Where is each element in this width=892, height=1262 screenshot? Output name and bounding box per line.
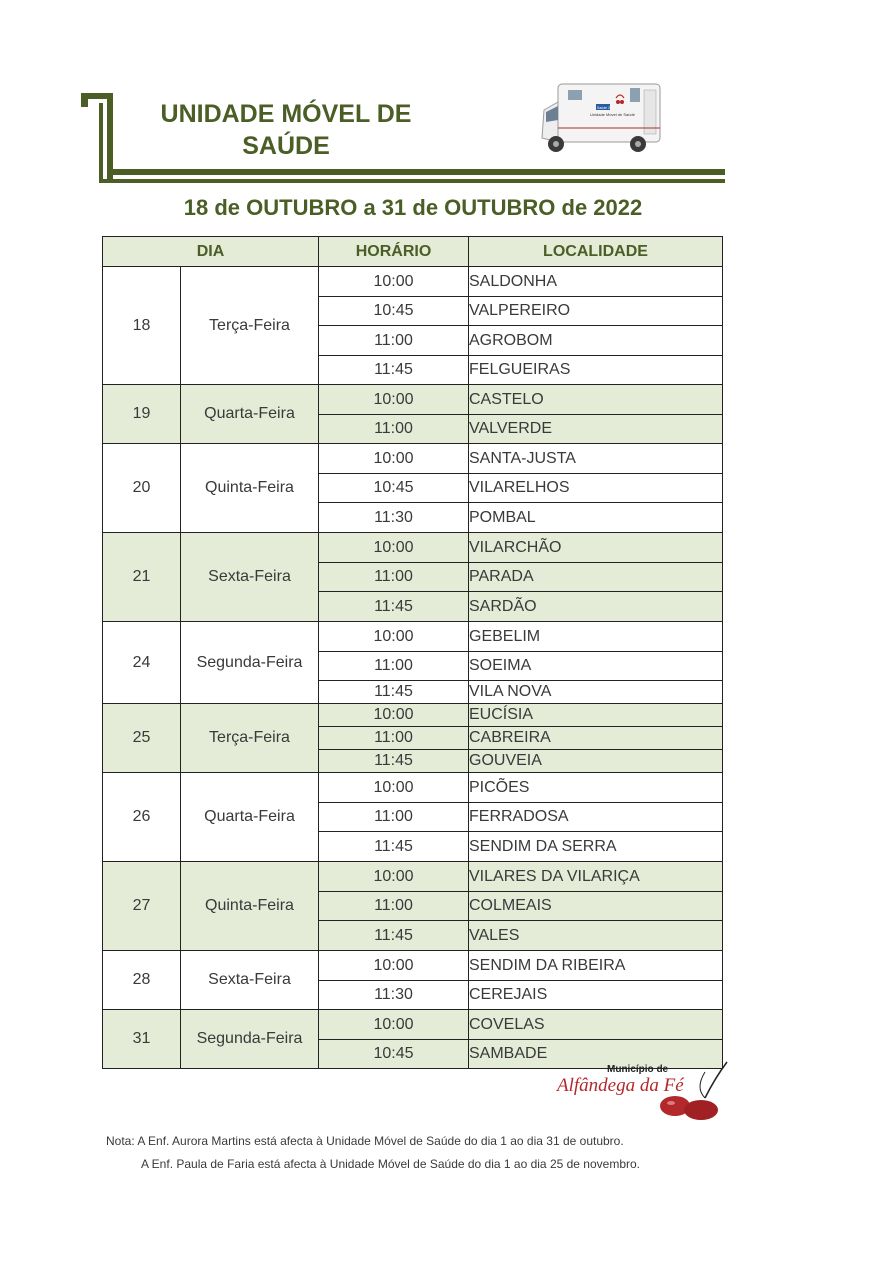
note-line-2: A Enf. Paula de Faria está afecta à Unidade Móvel de Saúde do dia 1 ao dia 25 de novembro. bbox=[141, 1157, 641, 1171]
day-number-cell: 25 bbox=[103, 704, 181, 773]
time-cell: 11:30 bbox=[319, 981, 469, 1010]
time-cell: 11:45 bbox=[319, 750, 469, 773]
location-cell: SENDIM DA SERRA bbox=[469, 832, 723, 862]
table-row bbox=[103, 704, 723, 727]
table-row bbox=[103, 862, 723, 892]
location-cell: SAMBADE bbox=[469, 1040, 723, 1069]
location-cell: VALPEREIRO bbox=[469, 297, 723, 326]
time-cell: 10:00 bbox=[319, 444, 469, 474]
day-number-cell: 31 bbox=[103, 1010, 181, 1069]
location-cell: GEBELIM bbox=[469, 622, 723, 652]
time-cell: 11:45 bbox=[319, 681, 469, 704]
day-number-cell: 20 bbox=[103, 444, 181, 533]
location-cell: COVELAS bbox=[469, 1010, 723, 1040]
table-row bbox=[103, 951, 723, 981]
weekday-cell: Sexta-Feira bbox=[181, 533, 319, 622]
time-cell: 11:00 bbox=[319, 727, 469, 750]
table-row bbox=[103, 773, 723, 803]
schedule-table bbox=[102, 236, 723, 1069]
van-side-text: Unidade Móvel de Saúde bbox=[590, 112, 635, 117]
logo-text-line2: Alfândega da Fé bbox=[557, 1075, 684, 1096]
time-cell: 11:30 bbox=[319, 503, 469, 533]
time-cell: 11:00 bbox=[319, 892, 469, 921]
weekday-cell: Quinta-Feira bbox=[181, 444, 319, 533]
time-cell: 11:00 bbox=[319, 415, 469, 444]
time-cell: 10:45 bbox=[319, 1040, 469, 1069]
location-cell: PARADA bbox=[469, 563, 723, 592]
day-number-cell: 21 bbox=[103, 533, 181, 622]
location-cell: EUCÍSIA bbox=[469, 704, 723, 727]
weekday-cell: Quarta-Feira bbox=[181, 385, 319, 444]
mobile-unit-van-image bbox=[538, 80, 664, 160]
location-cell: VILARCHÃO bbox=[469, 533, 723, 563]
location-cell: VILARELHOS bbox=[469, 474, 723, 503]
page-title-line1: UNIDADE MÓVEL DE bbox=[160, 100, 412, 128]
weekday-cell: Quinta-Feira bbox=[181, 862, 319, 951]
day-number-cell: 26 bbox=[103, 773, 181, 862]
time-cell: 10:00 bbox=[319, 385, 469, 415]
time-cell: 11:00 bbox=[319, 803, 469, 832]
location-cell: COLMEAIS bbox=[469, 892, 723, 921]
location-cell: FELGUEIRAS bbox=[469, 356, 723, 385]
location-cell: SALDONHA bbox=[469, 267, 723, 297]
weekday-cell: Segunda-Feira bbox=[181, 1010, 319, 1069]
time-cell: 11:00 bbox=[319, 326, 469, 356]
municipality-logo bbox=[555, 1058, 730, 1123]
location-cell: SANTA-JUSTA bbox=[469, 444, 723, 474]
location-cell: VALVERDE bbox=[469, 415, 723, 444]
table-row bbox=[103, 533, 723, 563]
location-cell: AGROBOM bbox=[469, 326, 723, 356]
location-cell: VALES bbox=[469, 921, 723, 951]
time-cell: 10:00 bbox=[319, 951, 469, 981]
time-cell: 10:00 bbox=[319, 862, 469, 892]
time-cell: 11:45 bbox=[319, 356, 469, 385]
location-cell: GOUVEIA bbox=[469, 750, 723, 773]
day-number-cell: 19 bbox=[103, 385, 181, 444]
weekday-cell: Terça-Feira bbox=[181, 704, 319, 773]
location-cell: PICÕES bbox=[469, 773, 723, 803]
van-badge: Saúde 24 bbox=[597, 106, 612, 110]
time-cell: 11:45 bbox=[319, 921, 469, 951]
time-cell: 10:00 bbox=[319, 622, 469, 652]
time-cell: 10:00 bbox=[319, 533, 469, 563]
weekday-cell: Quarta-Feira bbox=[181, 773, 319, 862]
location-cell: POMBAL bbox=[469, 503, 723, 533]
date-range-subtitle: 18 de OUTUBRO a 31 de OUTUBRO de 2022 bbox=[183, 195, 643, 220]
day-number-cell: 18 bbox=[103, 267, 181, 385]
table-header-row bbox=[103, 237, 723, 267]
weekday-cell: Sexta-Feira bbox=[181, 951, 319, 1010]
table-row bbox=[103, 267, 723, 297]
time-cell: 10:45 bbox=[319, 297, 469, 326]
location-cell: CEREJAIS bbox=[469, 981, 723, 1010]
day-number-cell: 24 bbox=[103, 622, 181, 704]
time-cell: 10:00 bbox=[319, 704, 469, 727]
day-number-cell: 28 bbox=[103, 951, 181, 1010]
day-number-cell: 27 bbox=[103, 862, 181, 951]
time-cell: 10:00 bbox=[319, 773, 469, 803]
logo-text-line1: Município de bbox=[607, 1064, 669, 1075]
location-cell: VILARES DA VILARIÇA bbox=[469, 862, 723, 892]
table-row bbox=[103, 1010, 723, 1040]
time-cell: 10:45 bbox=[319, 474, 469, 503]
time-cell: 10:00 bbox=[319, 267, 469, 297]
location-cell: VILA NOVA bbox=[469, 681, 723, 704]
location-cell: SENDIM DA RIBEIRA bbox=[469, 951, 723, 981]
time-cell: 10:00 bbox=[319, 1010, 469, 1040]
time-cell: 11:45 bbox=[319, 832, 469, 862]
weekday-cell: Terça-Feira bbox=[181, 267, 319, 385]
note-line-1: Nota: A Enf. Aurora Martins está afecta à Unidade Móvel de Saúde do dia 1 ao dia 31 de outubro. bbox=[106, 1134, 624, 1148]
page-title-line2: SAÚDE bbox=[242, 132, 330, 160]
time-cell: 11:45 bbox=[319, 592, 469, 622]
page-title bbox=[150, 98, 422, 162]
time-cell: 11:00 bbox=[319, 563, 469, 592]
location-cell: FERRADOSA bbox=[469, 803, 723, 832]
location-cell: SARDÃO bbox=[469, 592, 723, 622]
table-row bbox=[103, 622, 723, 652]
time-cell: 11:00 bbox=[319, 652, 469, 681]
column-header-horario: HORÁRIO bbox=[319, 237, 469, 267]
location-cell: CASTELO bbox=[469, 385, 723, 415]
location-cell: SOEIMA bbox=[469, 652, 723, 681]
location-cell: CABREIRA bbox=[469, 727, 723, 750]
column-header-dia: DIA bbox=[103, 237, 319, 267]
table-row bbox=[103, 385, 723, 415]
weekday-cell: Segunda-Feira bbox=[181, 622, 319, 704]
column-header-localidade: LOCALIDADE bbox=[469, 237, 723, 267]
table-row bbox=[103, 444, 723, 474]
